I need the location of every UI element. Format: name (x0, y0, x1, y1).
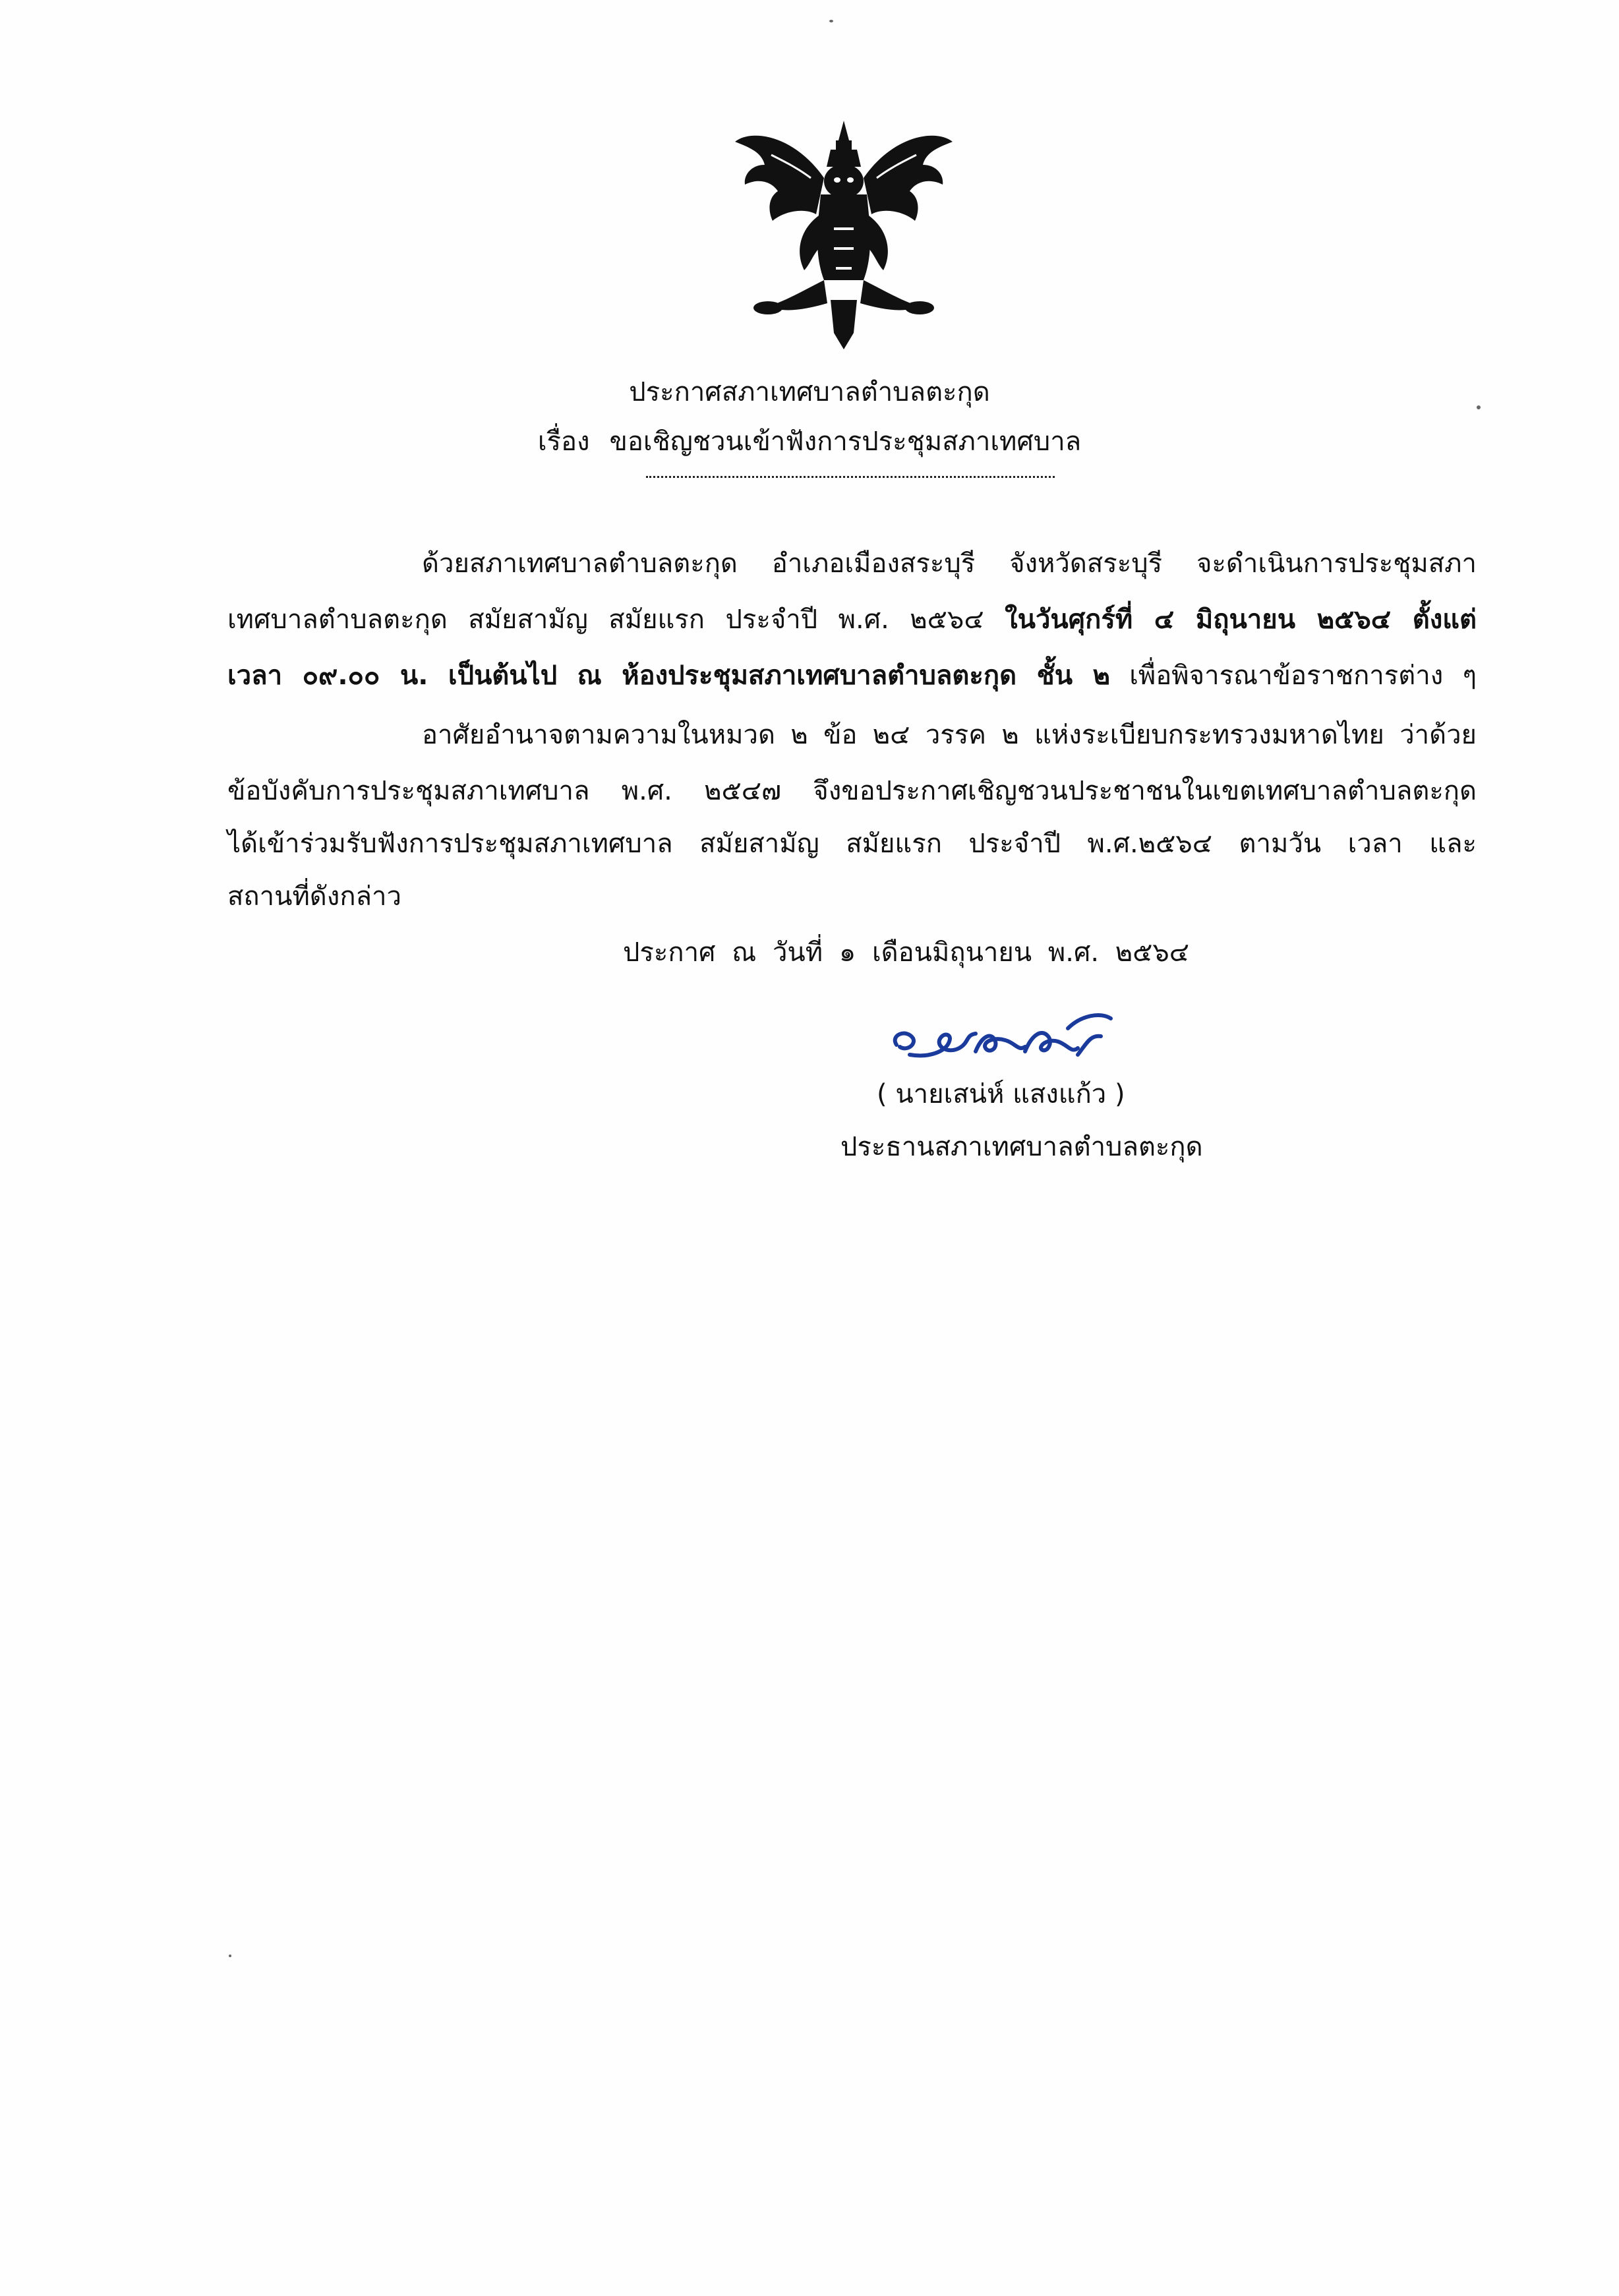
garuda-emblem-icon (732, 115, 956, 353)
subject-line (0, 422, 1619, 461)
meeting-time-place-bold: เวลา ๐๙.๐๐ น. เป็นต้นไป ณ ห้องประชุมสภาเทศบาลตำบลตะกุด ชั้น ๒ (227, 661, 1110, 691)
p1-l2-text: เทศบาลตำบลตะกุด สมัยสามัญ สมัยแรก ประจำปี พ.ศ. ๒๕๖๔ (227, 604, 1005, 635)
paragraph-2-line-2: ข้อบังคับการประชุมสภาเทศบาล พ.ศ. ๒๕๔๗ จึงขอประกาศเชิญชวนประชาชนในเขตเทศบาลตำบลตะกุด (227, 776, 1477, 806)
paragraph-2-line-1: อาศัยอำนาจตามความในหมวด ๒ ข้อ ๒๔ วรรค ๒ แห่งระเบียบกระทรวงมหาดไทย ว่าด้วย (422, 720, 1477, 750)
handwritten-signature (883, 989, 1147, 1074)
document-title: ประกาศสภาเทศบาลตำบลตะกุด (629, 377, 990, 407)
paragraph-1-line-3 (227, 656, 1477, 695)
paragraph-2-line-3: ได้เข้าร่วมรับฟังการประชุมสภาเทศบาล สมัยสามัญ สมัยแรก ประจำปี พ.ศ.๒๕๖๔ ตามวัน เวลา และ (227, 829, 1477, 859)
subject-label: เรื่อง (537, 427, 590, 457)
p1-l3-text: เพื่อพิจารณาข้อราชการต่าง ๆ (1109, 661, 1477, 691)
paragraph-1-line-1: ด้วยสภาเทศบาลตำบลตะกุด อำเภอเมืองสระบุรี จังหวัดสระบุรี จะดำเนินการประชุมสภา (422, 548, 1477, 579)
subject-text: ขอเชิญชวนเข้าฟังการประชุมสภาเทศบาล (609, 427, 1082, 457)
signer-name: ( นายเสน่ห์ แสงแก้ว ) (877, 1079, 1125, 1109)
meeting-date-bold: ในวันศุกร์ที่ ๔ มิถุนายน ๒๕๖๔ ตั้งแต่ (1005, 604, 1477, 635)
dotted-divider (646, 476, 1055, 478)
paragraph-1-line-2 (227, 600, 1477, 639)
scan-speck (829, 20, 833, 22)
paragraph-2-line-4: สถานที่ดังกล่าว (227, 881, 401, 912)
announcement-date: ประกาศ ณ วันที่ ๑ เดือนมิถุนายน พ.ศ. ๒๕๖๔ (623, 937, 1190, 968)
signer-position: ประธานสภาเทศบาลตำบลตะกุด (840, 1132, 1203, 1162)
scan-speck (229, 1955, 231, 1957)
scan-speck (1477, 405, 1481, 409)
